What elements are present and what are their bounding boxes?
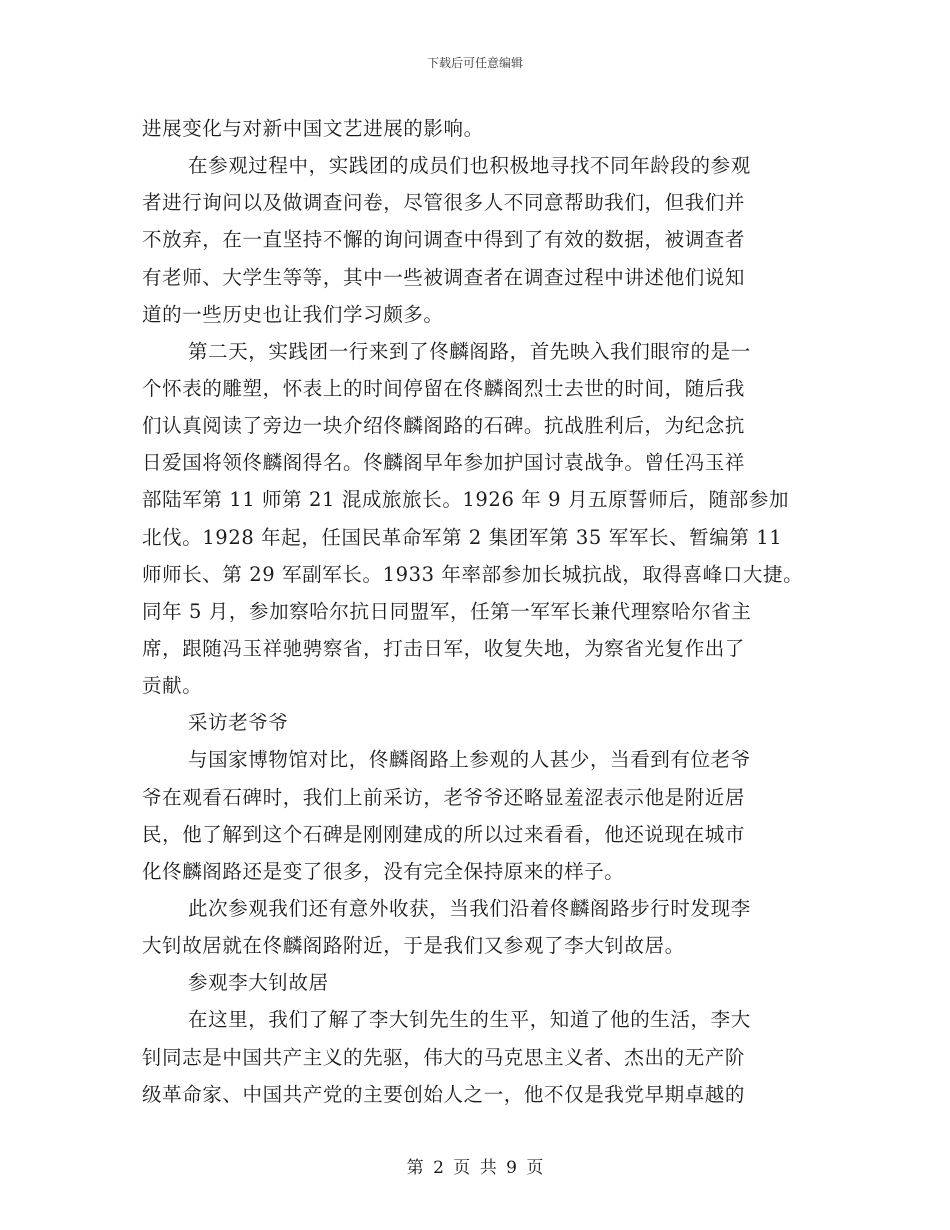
- text-line: 同年 5 月，参加察哈尔抗日同盟军，任第一军军长兼代理察哈尔省主: [142, 599, 752, 623]
- text-line: 第二天，实践团一行来到了佟麟阁路，首先映入我们眼帘的是一: [188, 339, 751, 363]
- text-line: 采访老爷爷: [188, 711, 289, 735]
- text-line: 民，他了解到这个石碑是刚刚建成的所以过来看看，他还说现在城市: [142, 822, 746, 846]
- text-line: 部陆军第 11 师第 21 混成旅旅长。1926 年 9 月五原誓师后，随部参加: [142, 488, 790, 512]
- document-body: [142, 110, 802, 1113]
- text-line: 与国家博物馆对比，佟麟阁路上参观的人甚少，当看到有位老爷: [188, 748, 751, 772]
- text-line: 在参观过程中，实践团的成员们也积极地寻找不同年龄段的参观: [188, 154, 751, 178]
- text-line: 日爱国将领佟麟阁得名。佟麟阁早年参加护国讨袁战争。曾任冯玉祥: [142, 451, 746, 475]
- text-line: 此次参观我们还有意外收获，当我们沿着佟麟阁路步行时发现李: [188, 896, 751, 920]
- text-line: 席，跟随冯玉祥驰骋察省，打击日军，收复失地，为察省光复作出了: [142, 636, 746, 660]
- text-line: 在这里，我们了解了李大钊先生的生平，知道了他的生活，李大: [188, 1008, 751, 1032]
- text-line: 贡献。: [142, 674, 203, 698]
- text-line: 们认真阅读了旁边一块介绍佟麟阁路的石碑。抗战胜利后，为纪念抗: [142, 414, 746, 438]
- text-line: 级革命家、中国共产党的主要创始人之一，他不仅是我党早期卓越的: [142, 1082, 746, 1106]
- text-line: 不放弃，在一直坚持不懈的询问调查中得到了有效的数据，被调查者: [142, 228, 746, 252]
- text-line: 化佟麟阁路还是变了很多，没有完全保持原来的样子。: [142, 859, 625, 883]
- text-line: 个怀表的雕塑，怀表上的时间停留在佟麟阁烈士去世的时间，随后我: [142, 376, 746, 400]
- text-line: 道的一些历史也让我们学习颇多。: [142, 302, 444, 326]
- text-line: 者进行询问以及做调查问卷，尽管很多人不同意帮助我们，但我们并: [142, 191, 746, 215]
- text-line: 进展变化与对新中国文艺进展的影响。: [142, 117, 484, 140]
- text-line: 北伐。1928 年起，任国民革命军第 2 集团军第 35 军军长、暂编第 11: [142, 525, 783, 549]
- text-line: 师师长、第 29 军副军长。1933 年率部参加长城抗战，取得喜峰口大捷。: [142, 562, 804, 586]
- text-line: 爷在观看石碑时，我们上前采访，老爷爷还略显羞涩表示他是附近居: [142, 785, 746, 809]
- text-line: 有老师、大学生等等，其中一些被调查者在调查过程中讲述他们说知: [142, 265, 746, 289]
- page-number-footer: 第 2 页 共 9 页: [406, 1158, 544, 1178]
- text-line: 钊同志是中国共产主义的先驱，伟大的马克思主义者、杰出的无产阶: [142, 1045, 746, 1069]
- page-header: 下载后可任意编辑: [426, 56, 523, 70]
- text-line: 参观李大钊故居: [188, 971, 329, 995]
- text-line: 大钊故居就在佟麟阁路附近，于是我们又参观了李大钊故居。: [142, 934, 685, 958]
